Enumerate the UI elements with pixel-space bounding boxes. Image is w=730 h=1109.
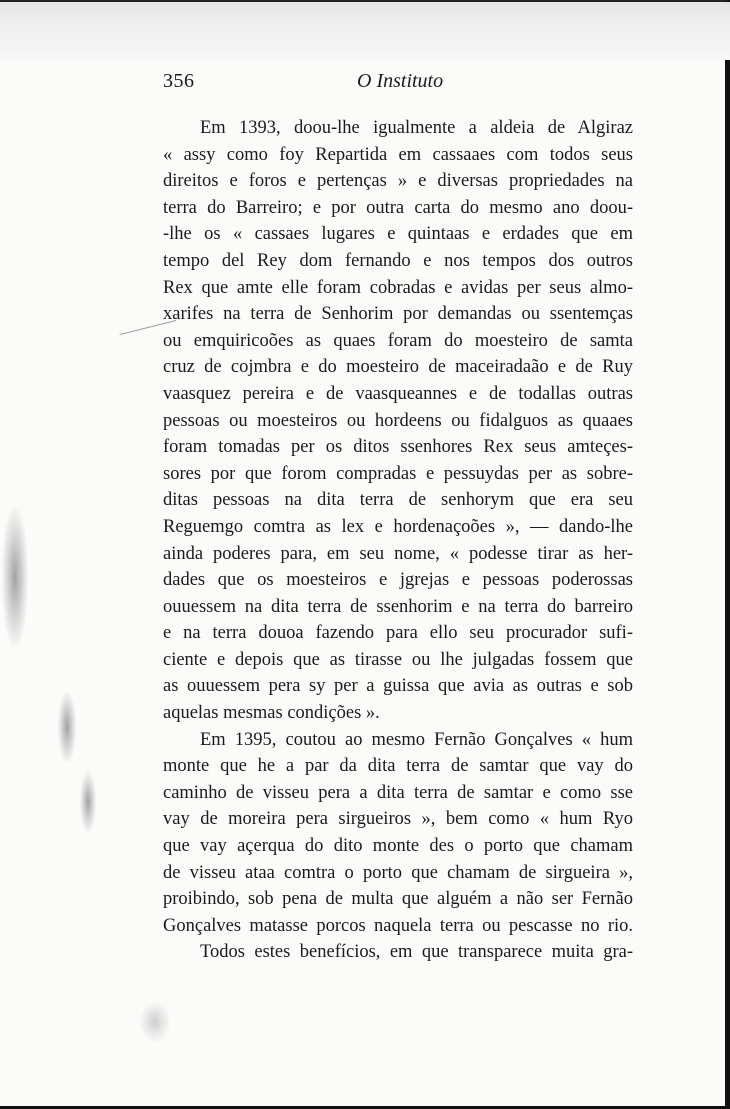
text-line: Todos estes benefícios, em que transparece muita gra- [200,942,633,963]
text-line: e na terra douoa fazendo para ello seu procurador sufi- [163,623,633,644]
text-line: as ouuessem pera sy per a guissa que avia as outras e sob [163,676,633,697]
text-line: xarifes na terra de Senhorim por demandas ou ssentemças [163,304,633,325]
text-line: vay de moreira pera sirgueiros », bem como « hum Ryo [163,809,633,830]
text-line: ainda poderes para, em seu nome, « podesse tirar as her- [163,543,633,564]
text-line: aquelas mesmas condições ». [163,703,380,724]
scan-smudge [80,772,96,832]
page-header [163,70,633,100]
text-line: proibindo, sob pena de multa que alguém a não ser Fernão [163,889,633,910]
text-line: dades que os moesteiros e jgrejas e pessoas poderossas [163,570,633,591]
text-line: ciente e depois que as tirasse ou lhe julgadas fossem que [163,649,633,670]
text-line: de visseu ataa comtra o porto que chamam de sirgueira », [163,862,633,883]
text-line: Em 1395, coutou ao mesmo Fernão Gonçalves « hum [200,729,633,750]
scan-smudge [58,692,76,762]
text-line: sores por que forom compradas e pessuydas per as sobre- [163,463,633,484]
running-title: O Instituto [357,70,444,92]
text-line: terra do Barreiro; e por outra carta do mesmo ano doou- [163,197,633,218]
text-line: cruz de cojmbra e do moesteiro de maceiradaão e de Ruy [163,357,633,378]
text-line: foram tomadas per os ditos ssenhores Rex seus amteçes- [163,437,633,458]
text-line: ditas pessoas na dita terra de senhorym que era seu [163,490,633,511]
body-text [163,115,633,966]
scan-shadow [0,2,730,60]
text-line: Reguemgo comtra as lex e hordenaçoões », — dando-lhe [163,516,633,537]
text-line: « assy como foy Repartida em cassaaes com todos seus [163,144,633,165]
text-line: caminho de visseu pera a dita terra de samtar e como sse [163,782,633,803]
text-line: Em 1393, doou-lhe igualmente a aldeia de Algiraz [200,118,633,138]
text-line: vaasquez pereira e de vaasqueannes e de todallas outras [163,383,633,404]
text-line: monte que he a par da dita terra de samtar que vay do [163,756,633,777]
scan-smudge [2,507,28,647]
text-line: ouuessem na dita terra de ssenhorim e na terra do barreiro [163,596,633,617]
page-number: 356 [163,70,195,92]
scan-smudge [140,1002,170,1042]
text-line: Rex que amte elle foram cobradas e avidas per seus almo- [163,277,633,298]
text-line: pessoas ou moesteiros ou hordeens ou fidalguos as quaaes [163,410,633,431]
text-line: ou emquiricoões as quaes foram do moesteiro de samta [163,330,633,351]
text-line: Gonçalves matasse porcos naquela terra ou pescasse no rio. [163,915,633,936]
text-line: que vay açerqua do dito monte des o porto que chamam [163,836,633,857]
text-line: tempo del Rey dom fernando e nos tempos dos outros [163,250,633,271]
text-line: -lhe os « cassaes lugares e quintaas e erdades que em [163,224,633,245]
text-line: direitos e foros e pertenças » e diversas propriedades na [163,171,633,192]
